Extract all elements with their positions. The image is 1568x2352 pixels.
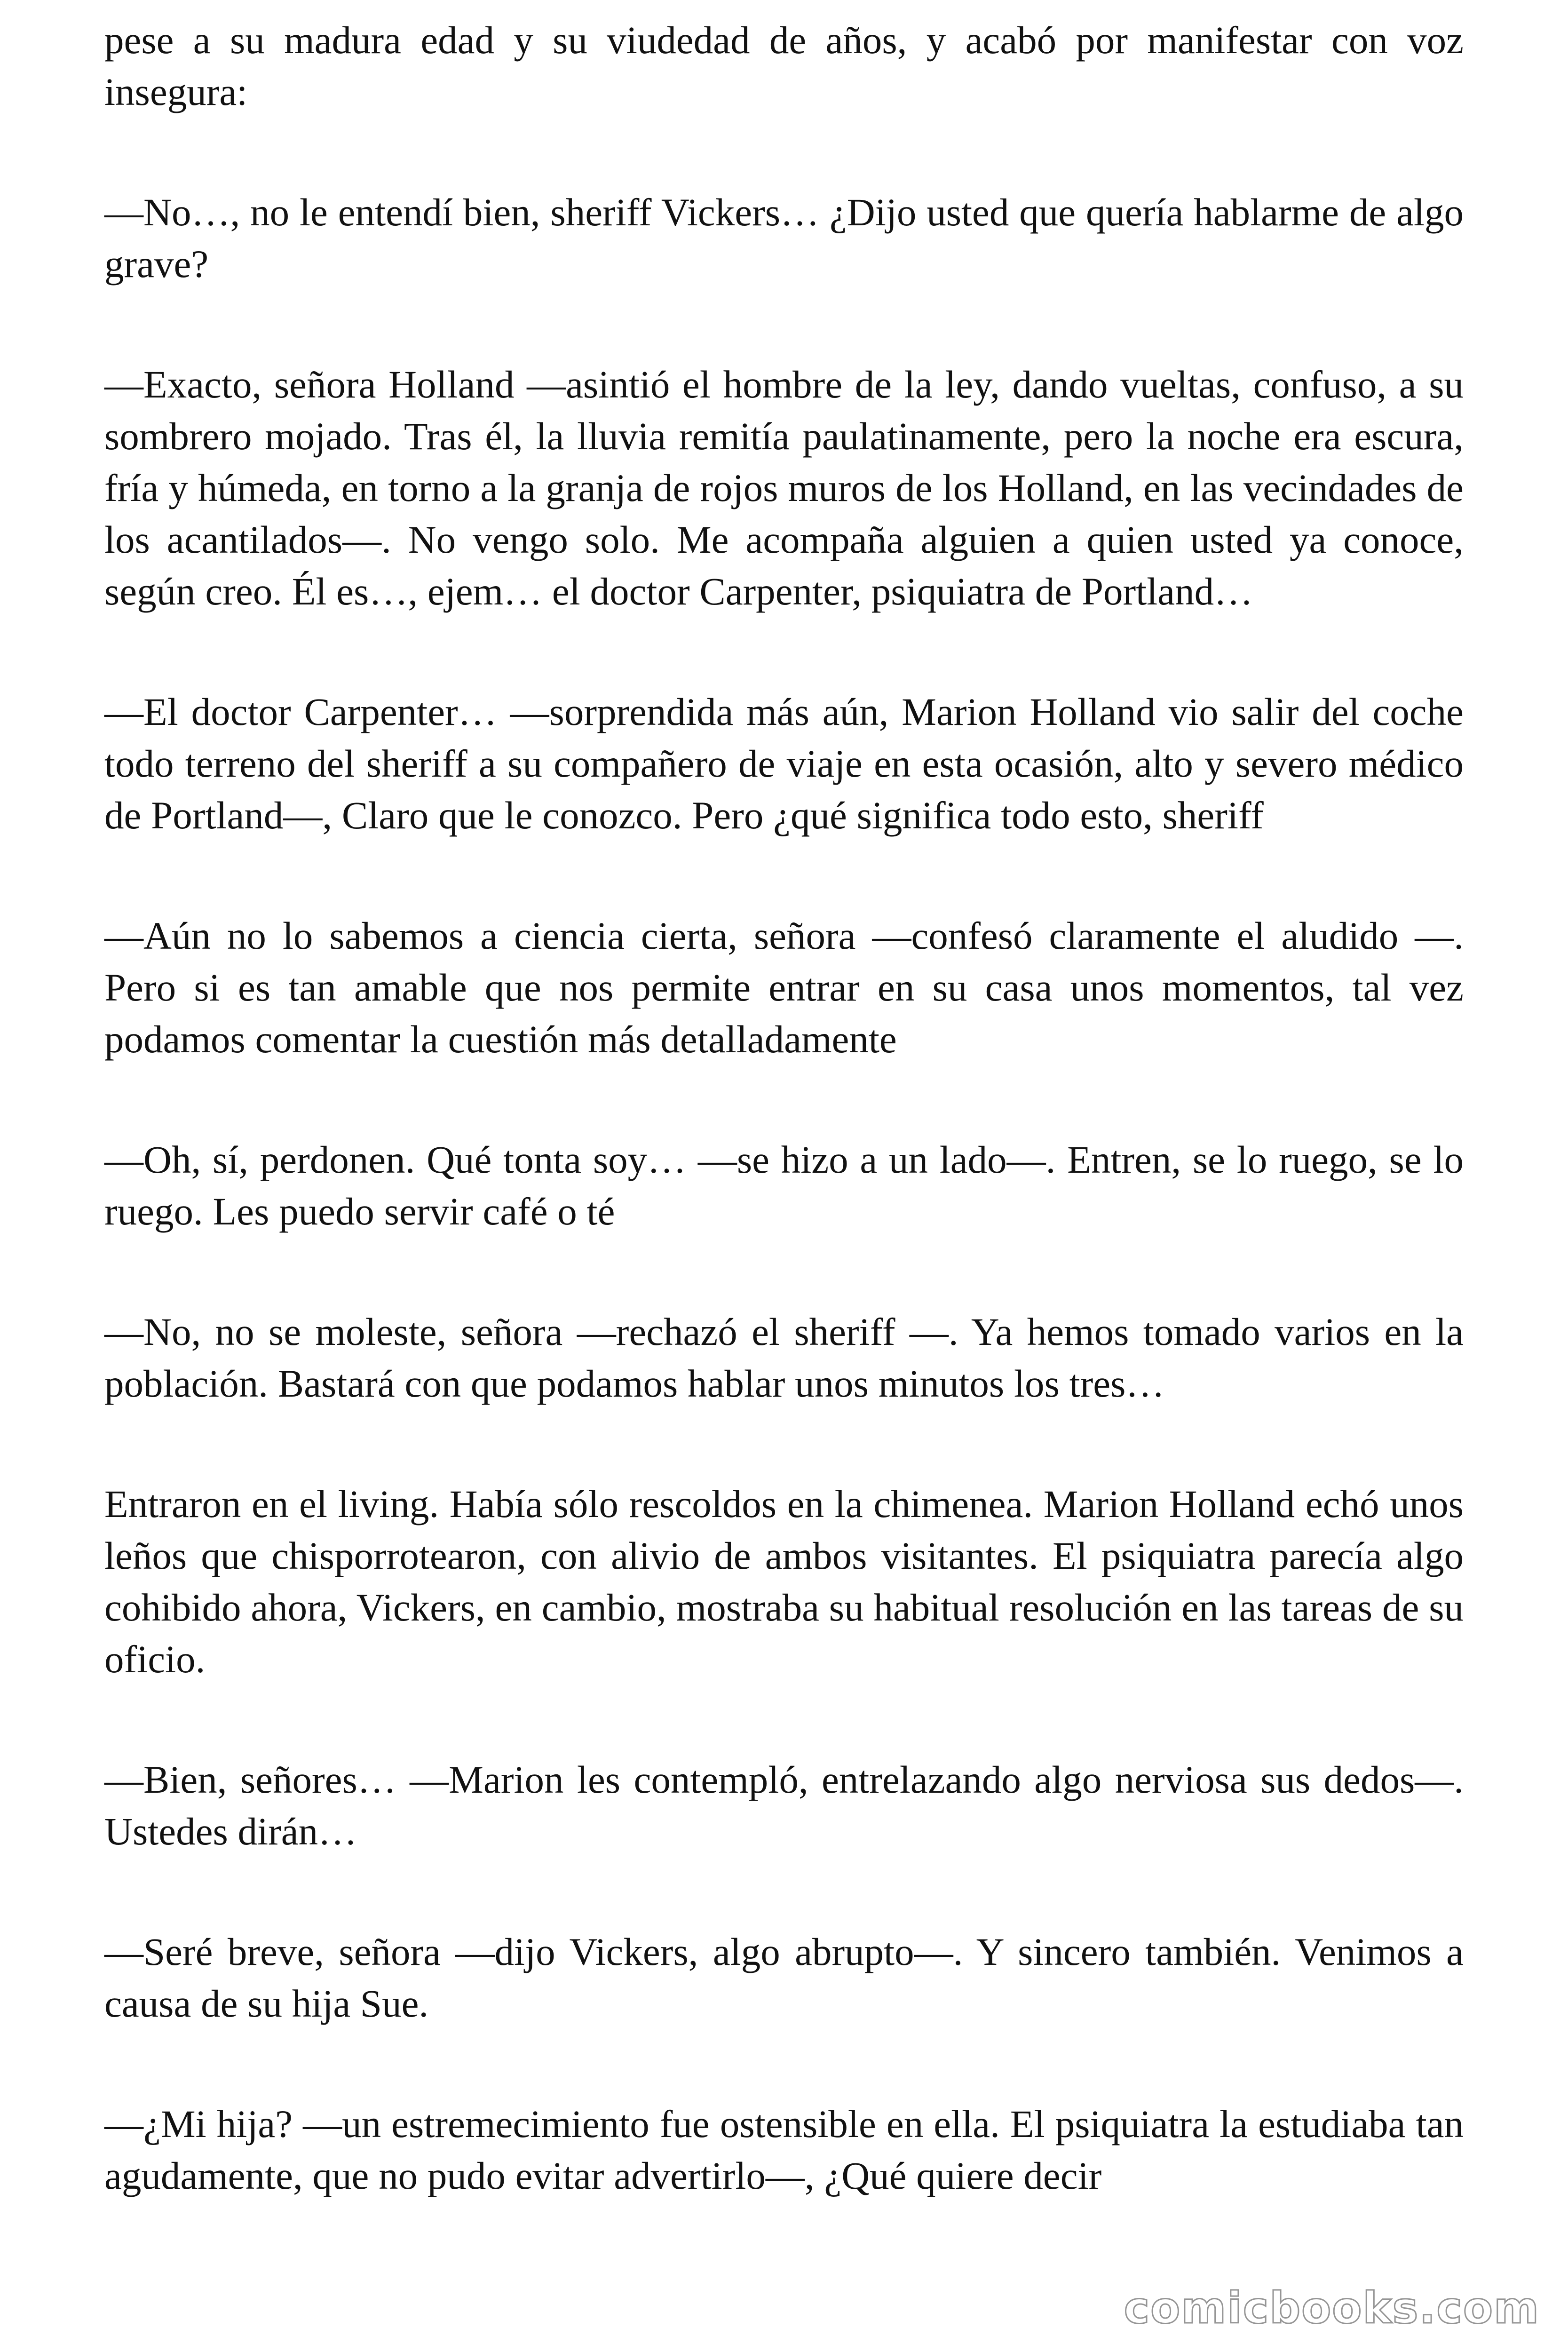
document-page [104, 14, 1464, 2201]
paragraph-11: —¿Mi hija? —un estremecimiento fue ostensible en ella. El psiquiatra la estudiaba tan agudamente, que no pudo evitar advertirlo—, ¿Qué quiere decir [104, 2102, 1464, 2197]
paragraph-9: —Bien, señores… —Marion les contempló, entrelazando algo nerviosa sus dedos—. Ustedes dirán… [104, 1758, 1464, 1853]
paragraph-1: pese a su madura edad y su viudedad de años, y acabó por manifestar con voz insegura: [104, 18, 1464, 113]
watermark: comicbooks.com [1124, 2283, 1540, 2333]
paragraph-7: —No, no se moleste, señora —rechazó el sheriff —. Ya hemos tomado varios en la población. Bastará con que podamos hablar unos minutos los tres… [104, 1310, 1464, 1405]
paragraph-3: —Exacto, señora Holland —asintió el hombre de la ley, dando vueltas, confuso, a su sombrero mojado. Tras él, la lluvia remitía paulatinamente, pero la noche era escura, fría y húmeda, en torno a la granja de rojos muros de los Holland, en las vecindades de los acantilados—. No vengo solo. Me acompaña alguien a quien usted ya conoce, según creo. Él es…, ejem… el doctor Carpenter, psiquiatra de Portland… [104, 363, 1464, 613]
paragraph-5: —Aún no lo sabemos a ciencia cierta, señora —confesó claramente el aludido —. Pero si es tan amable que nos permite entrar en su casa unos momentos, tal vez podamos comentar la cuestión más detalladamente [104, 914, 1464, 1061]
paragraph-6: —Oh, sí, perdonen. Qué tonta soy… —se hizo a un lado—. Entren, se lo ruego, se lo ruego. Les puedo servir café o té [104, 1138, 1464, 1233]
paragraph-4: —El doctor Carpenter… —sorprendida más aún, Marion Holland vio salir del coche todo terreno del sheriff a su compañero de viaje en esta ocasión, alto y severo médico de Portland—, Claro que le conozco. Pero ¿qué significa todo esto, sheriff [104, 690, 1464, 837]
paragraph-10: —Seré breve, señora —dijo Vickers, algo abrupto—. Y sincero también. Venimos a causa de su hija Sue. [104, 1930, 1464, 2025]
paragraph-8: Entraron en el living. Había sólo rescoldos en la chimenea. Marion Holland echó unos leños que chisporrotearon, con alivio de ambos visitantes. El psiquiatra parecía algo cohibido ahora, Vickers, en cambio, mostraba su habitual resolución en las tareas de su oficio. [104, 1482, 1464, 1681]
paragraph-2: —No…, no le entendí bien, sheriff Vickers… ¿Dijo usted que quería hablarme de algo grave? [104, 191, 1464, 286]
